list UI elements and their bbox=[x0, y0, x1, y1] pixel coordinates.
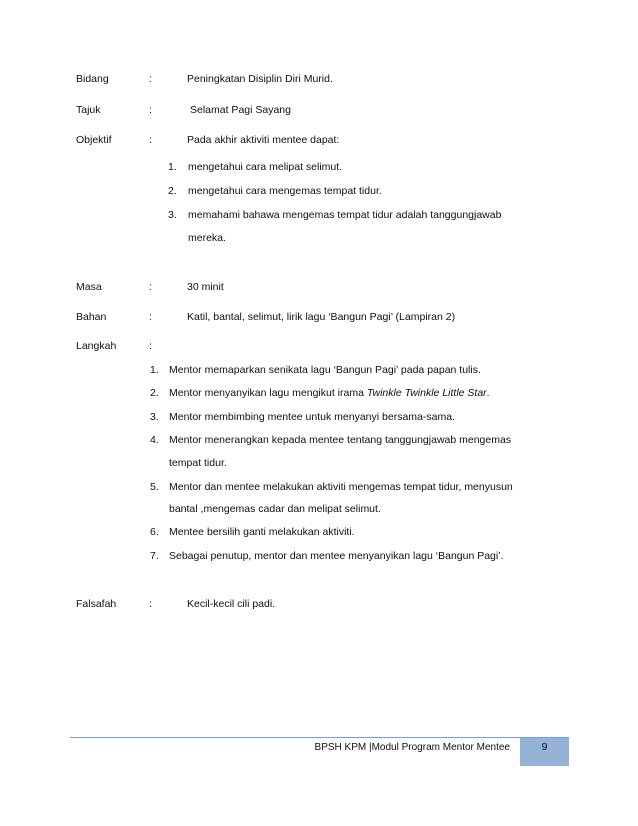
langkah-item-4: Mentor menerangkan kepada mentee tentang tanggungjawab mengemas bbox=[169, 434, 512, 446]
langkah-num-2: 2. bbox=[150, 387, 159, 399]
value-bidang: Peningkatan Disiplin Diri Murid. bbox=[187, 73, 333, 85]
objektif-item-3-cont: mereka. bbox=[188, 232, 226, 244]
label-objektif: Objektif bbox=[76, 134, 112, 146]
colon-bidang: : bbox=[149, 73, 152, 85]
label-bahan: Bahan bbox=[76, 311, 107, 323]
colon-bahan: : bbox=[149, 311, 152, 323]
langkah-num-3: 3. bbox=[150, 411, 159, 423]
langkah-item-3: Mentor membimbing mentee untuk menyanyi bersama-sama. bbox=[169, 411, 455, 423]
langkah-num-4: 4. bbox=[150, 434, 159, 446]
langkah-item-7: Sebagai penutup, mentor dan mentee menyanyikan lagu ‘Bangun Pagi’. bbox=[169, 550, 504, 562]
footer-divider bbox=[70, 737, 569, 738]
langkah-item-2-a: Mentor menyanyikan lagu mengikut irama bbox=[169, 387, 367, 399]
langkah-item-2-b: . bbox=[486, 387, 490, 399]
objektif-item-3: memahami bahawa mengemas tempat tidur adalah tanggungjawab bbox=[188, 209, 502, 221]
colon-tajuk: : bbox=[149, 104, 152, 116]
langkah-item-5: Mentor dan mentee melakukan aktiviti mengemas tempat tidur, menyusun bbox=[169, 481, 513, 493]
value-masa: 30 minit bbox=[187, 281, 224, 293]
langkah-item-1: Mentor memaparkan senikata lagu ‘Bangun Pagi’ pada papan tulis. bbox=[169, 364, 481, 376]
langkah-item-4-cont: tempat tidur. bbox=[169, 457, 227, 469]
objektif-item-2: mengetahui cara mengemas tempat tidur. bbox=[188, 185, 382, 197]
colon-objektif: : bbox=[149, 134, 152, 146]
label-masa: Masa bbox=[76, 281, 102, 293]
langkah-num-5: 5. bbox=[150, 481, 159, 493]
langkah-num-1: 1. bbox=[150, 364, 159, 376]
label-falsafah: Falsafah bbox=[76, 598, 117, 610]
langkah-num-6: 6. bbox=[150, 526, 159, 538]
value-falsafah: Kecil-kecil cili padi. bbox=[187, 598, 276, 610]
label-langkah: Langkah bbox=[76, 340, 117, 352]
objektif-item-1: mengetahui cara melipat selimut. bbox=[188, 161, 343, 173]
colon-langkah: : bbox=[149, 340, 152, 352]
value-bahan: Katil, bantal, selimut, lirik lagu ‘Bangun Pagi’ (Lampiran 2) bbox=[187, 311, 456, 323]
langkah-item-6: Mentee bersilih ganti melakukan aktiviti. bbox=[169, 526, 355, 538]
objektif-num-2: 2. bbox=[168, 185, 177, 197]
langkah-item-5-cont: bantal ,mengemas cadar dan melipat selimut. bbox=[169, 503, 381, 515]
label-bidang: Bidang bbox=[76, 73, 109, 85]
page-number-box bbox=[520, 738, 569, 766]
colon-masa: : bbox=[149, 281, 152, 293]
langkah-item-2-song: Twinkle Twinkle Little Star bbox=[366, 387, 487, 399]
objektif-num-1: 1. bbox=[168, 161, 177, 173]
langkah-num-7: 7. bbox=[150, 550, 159, 562]
colon-falsafah: : bbox=[149, 598, 152, 610]
footer-text: BPSH KPM |Modul Program Mentor Mentee bbox=[314, 742, 510, 753]
label-tajuk: Tajuk bbox=[76, 104, 101, 116]
langkah-item-2 bbox=[169, 386, 490, 400]
value-tajuk: Selamat Pagi Sayang bbox=[190, 104, 291, 116]
value-objektif: Pada akhir aktiviti mentee dapat: bbox=[187, 134, 340, 146]
objektif-num-3: 3. bbox=[168, 209, 177, 221]
page-number: 9 bbox=[541, 741, 548, 753]
